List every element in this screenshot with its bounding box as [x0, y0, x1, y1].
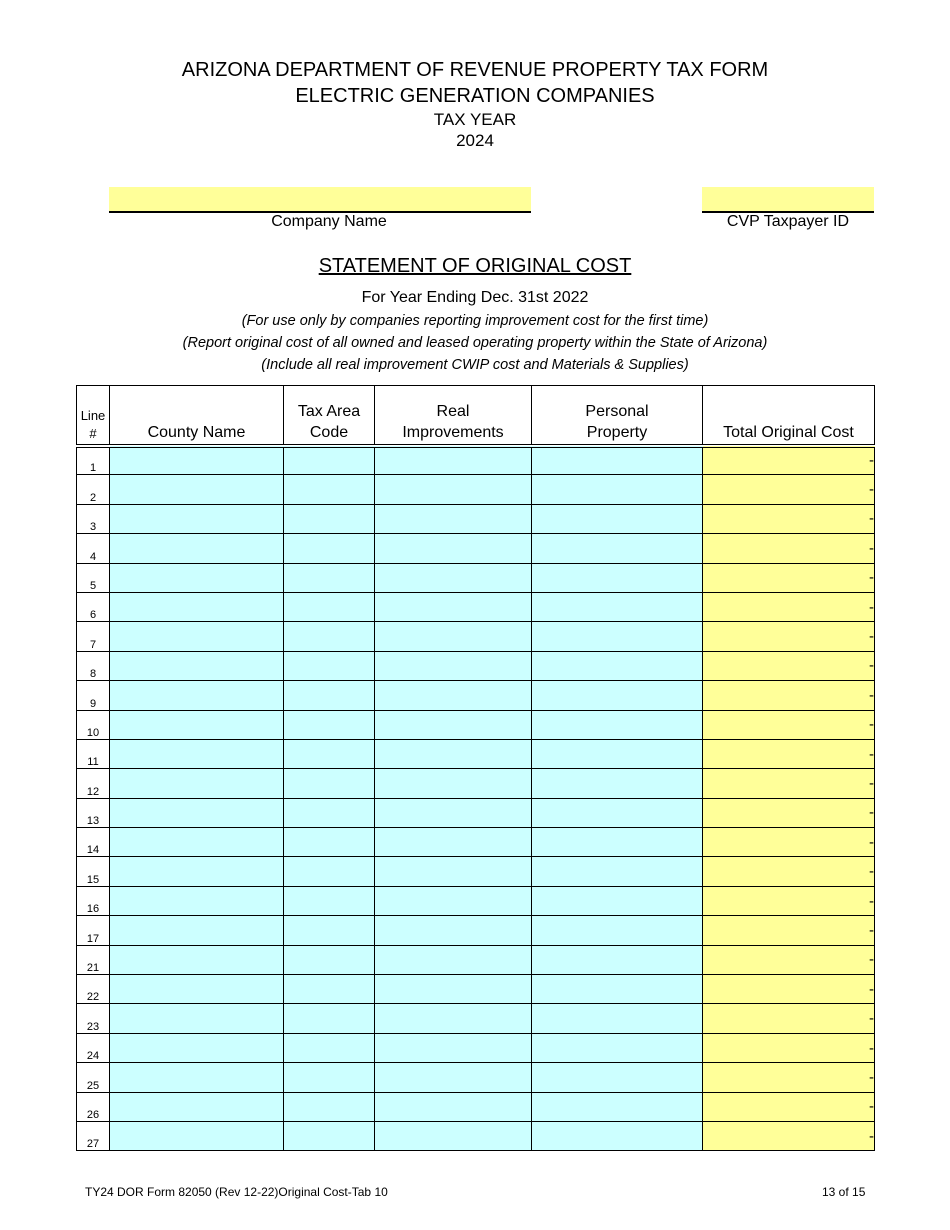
personal-property-cell[interactable]	[532, 916, 703, 945]
real-improvements-cell[interactable]	[375, 710, 532, 739]
total-original-cost-cell: -	[703, 1033, 875, 1062]
col-header-line: Line #	[77, 386, 110, 446]
real-improvements-cell[interactable]	[375, 1033, 532, 1062]
personal-property-cell[interactable]	[532, 446, 703, 475]
real-improvements-cell[interactable]	[375, 1092, 532, 1121]
county-name-cell[interactable]	[110, 828, 284, 857]
county-name-cell[interactable]	[110, 1033, 284, 1062]
table-row	[77, 1004, 875, 1033]
total-original-cost-cell: -	[703, 710, 875, 739]
tax-area-code-cell[interactable]	[284, 1092, 375, 1121]
line-number-cell: 4	[77, 534, 110, 563]
tax-area-code-cell[interactable]	[284, 828, 375, 857]
original-cost-table	[76, 385, 875, 1151]
line-number-cell: 12	[77, 769, 110, 798]
col-header-real-improvements: Real Improvements	[375, 386, 532, 446]
county-name-cell[interactable]	[110, 798, 284, 827]
line-number-cell: 22	[77, 975, 110, 1004]
tax-area-code-cell[interactable]	[284, 1063, 375, 1092]
real-improvements-cell[interactable]	[375, 563, 532, 592]
personal-property-cell[interactable]	[532, 622, 703, 651]
statement-subtitle: For Year Ending Dec. 31st 2022	[361, 289, 589, 306]
line-number-cell: 2	[77, 475, 110, 504]
tax-area-code-cell[interactable]	[284, 798, 375, 827]
form-id-footer: TY24 DOR Form 82050 (Rev 12-22)Original Cost-Tab 10	[85, 1185, 388, 1199]
table-row	[77, 886, 875, 915]
total-original-cost-cell: -	[703, 798, 875, 827]
tax-area-code-cell[interactable]	[284, 622, 375, 651]
line-number-cell: 15	[77, 857, 110, 886]
table-row	[77, 828, 875, 857]
total-original-cost-cell: -	[703, 769, 875, 798]
county-name-cell[interactable]	[110, 475, 284, 504]
line-number-cell: 11	[77, 739, 110, 768]
table-row	[77, 504, 875, 533]
table-row	[77, 945, 875, 974]
total-original-cost-cell: -	[703, 1121, 875, 1150]
table-header-row	[77, 386, 875, 446]
personal-property-cell[interactable]	[532, 798, 703, 827]
real-improvements-cell[interactable]	[375, 534, 532, 563]
table-row	[77, 534, 875, 563]
table-row	[77, 798, 875, 827]
total-original-cost-cell: -	[703, 504, 875, 533]
line-number-cell: 14	[77, 828, 110, 857]
tax-area-code-cell[interactable]	[284, 975, 375, 1004]
total-original-cost-cell: -	[703, 681, 875, 710]
statement-title: STATEMENT OF ORIGINAL COST	[318, 255, 632, 277]
personal-property-cell[interactable]	[532, 563, 703, 592]
county-name-cell[interactable]	[110, 945, 284, 974]
county-name-cell[interactable]	[110, 651, 284, 680]
line-number-cell: 10	[77, 710, 110, 739]
line-number-cell: 8	[77, 651, 110, 680]
county-name-cell[interactable]	[110, 857, 284, 886]
total-original-cost-cell: -	[703, 1063, 875, 1092]
tax-area-code-cell[interactable]	[284, 739, 375, 768]
county-name-cell[interactable]	[110, 769, 284, 798]
personal-property-cell[interactable]	[532, 857, 703, 886]
county-name-cell[interactable]	[110, 592, 284, 621]
page-number: 13 of 15	[822, 1185, 866, 1199]
real-improvements-cell[interactable]	[375, 446, 532, 475]
personal-property-cell[interactable]	[532, 1033, 703, 1062]
line-number-cell: 6	[77, 592, 110, 621]
table-row	[77, 563, 875, 592]
real-improvements-cell[interactable]	[375, 739, 532, 768]
county-name-cell[interactable]	[110, 1004, 284, 1033]
total-original-cost-cell: -	[703, 916, 875, 945]
tax-year-label: TAX YEAR	[433, 110, 517, 129]
table-row	[77, 769, 875, 798]
table-row	[77, 975, 875, 1004]
real-improvements-cell[interactable]	[375, 1004, 532, 1033]
tax-year-value: 2024	[456, 131, 494, 150]
tax-area-code-cell[interactable]	[284, 563, 375, 592]
line-number-cell: 16	[77, 886, 110, 915]
real-improvements-cell[interactable]	[375, 886, 532, 915]
table-row	[77, 446, 875, 475]
total-original-cost-cell: -	[703, 1092, 875, 1121]
personal-property-cell[interactable]	[532, 504, 703, 533]
county-name-cell[interactable]	[110, 739, 284, 768]
personal-property-cell[interactable]	[532, 592, 703, 621]
county-name-cell[interactable]	[110, 446, 284, 475]
total-original-cost-cell: -	[703, 563, 875, 592]
tax-area-code-cell[interactable]	[284, 504, 375, 533]
real-improvements-cell[interactable]	[375, 1121, 532, 1150]
county-name-cell[interactable]	[110, 710, 284, 739]
table-row	[77, 916, 875, 945]
personal-property-cell[interactable]	[532, 681, 703, 710]
personal-property-cell[interactable]	[532, 475, 703, 504]
tax-area-code-cell[interactable]	[284, 945, 375, 974]
total-original-cost-cell: -	[703, 886, 875, 915]
table-row	[77, 651, 875, 680]
personal-property-cell[interactable]	[532, 945, 703, 974]
total-original-cost-cell: -	[703, 945, 875, 974]
tax-area-code-cell[interactable]	[284, 769, 375, 798]
total-original-cost-cell: -	[703, 592, 875, 621]
table-row	[77, 710, 875, 739]
instruction-note-1: (For use only by companies reporting improvement cost for the first time)	[241, 313, 709, 329]
line-number-cell: 23	[77, 1004, 110, 1033]
total-original-cost-cell: -	[703, 622, 875, 651]
col-header-personal-property: Personal Property	[532, 386, 703, 446]
total-original-cost-cell: -	[703, 475, 875, 504]
real-improvements-cell[interactable]	[375, 592, 532, 621]
line-number-cell: 7	[77, 622, 110, 651]
total-original-cost-cell: -	[703, 651, 875, 680]
real-improvements-cell[interactable]	[375, 828, 532, 857]
county-name-cell[interactable]	[110, 975, 284, 1004]
table-row	[77, 739, 875, 768]
county-name-cell[interactable]	[110, 681, 284, 710]
table-row	[77, 857, 875, 886]
personal-property-cell[interactable]	[532, 1004, 703, 1033]
real-improvements-cell[interactable]	[375, 798, 532, 827]
form-subtitle: ELECTRIC GENERATION COMPANIES	[295, 85, 655, 107]
instruction-note-2: (Report original cost of all owned and leased operating property within the State of Arizona)	[182, 335, 768, 351]
line-number-cell: 17	[77, 916, 110, 945]
line-number-cell: 21	[77, 945, 110, 974]
line-number-cell: 25	[77, 1063, 110, 1092]
col-header-total: Total Original Cost	[703, 386, 875, 446]
personal-property-cell[interactable]	[532, 828, 703, 857]
line-number-cell: 26	[77, 1092, 110, 1121]
real-improvements-cell[interactable]	[375, 475, 532, 504]
tax-area-code-cell[interactable]	[284, 592, 375, 621]
real-improvements-cell[interactable]	[375, 975, 532, 1004]
form-title: ARIZONA DEPARTMENT OF REVENUE PROPERTY TAX FORM	[181, 59, 769, 81]
tax-area-code-cell[interactable]	[284, 475, 375, 504]
personal-property-cell[interactable]	[532, 1092, 703, 1121]
table-row	[77, 1092, 875, 1121]
table-row	[77, 592, 875, 621]
real-improvements-cell[interactable]	[375, 681, 532, 710]
line-number-cell: 5	[77, 563, 110, 592]
instruction-note-3: (Include all real improvement CWIP cost and Materials & Supplies)	[261, 357, 689, 373]
total-original-cost-cell: -	[703, 975, 875, 1004]
taxpayer-id-input[interactable]	[702, 187, 874, 213]
personal-property-cell[interactable]	[532, 886, 703, 915]
col-header-tax-area: Tax Area Code	[284, 386, 375, 446]
county-name-cell[interactable]	[110, 534, 284, 563]
tax-area-code-cell[interactable]	[284, 1004, 375, 1033]
total-original-cost-cell: -	[703, 1004, 875, 1033]
personal-property-cell[interactable]	[532, 534, 703, 563]
county-name-cell[interactable]	[110, 886, 284, 915]
personal-property-cell[interactable]	[532, 739, 703, 768]
tax-area-code-cell[interactable]	[284, 534, 375, 563]
county-name-cell[interactable]	[110, 1092, 284, 1121]
line-number-cell: 27	[77, 1121, 110, 1150]
personal-property-cell[interactable]	[532, 975, 703, 1004]
table-row	[77, 1121, 875, 1150]
personal-property-cell[interactable]	[532, 769, 703, 798]
table-row	[77, 1033, 875, 1062]
total-original-cost-cell: -	[703, 534, 875, 563]
table-row	[77, 681, 875, 710]
county-name-cell[interactable]	[110, 504, 284, 533]
tax-area-code-cell[interactable]	[284, 446, 375, 475]
tax-area-code-cell[interactable]	[284, 916, 375, 945]
tax-area-code-cell[interactable]	[284, 1121, 375, 1150]
table-row	[77, 622, 875, 651]
table-row	[77, 1063, 875, 1092]
real-improvements-cell[interactable]	[375, 504, 532, 533]
table-row	[77, 475, 875, 504]
line-number-cell: 9	[77, 681, 110, 710]
tax-area-code-cell[interactable]	[284, 681, 375, 710]
personal-property-cell[interactable]	[532, 1063, 703, 1092]
tax-area-code-cell[interactable]	[284, 710, 375, 739]
real-improvements-cell[interactable]	[375, 769, 532, 798]
line-number-cell: 3	[77, 504, 110, 533]
company-name-input[interactable]	[109, 187, 531, 213]
county-name-cell[interactable]	[110, 1063, 284, 1092]
tax-area-code-cell[interactable]	[284, 886, 375, 915]
real-improvements-cell[interactable]	[375, 651, 532, 680]
company-name-label: Company Name	[271, 213, 387, 230]
county-name-cell[interactable]	[110, 563, 284, 592]
total-original-cost-cell: -	[703, 828, 875, 857]
county-name-cell[interactable]	[110, 916, 284, 945]
taxpayer-id-label: CVP Taxpayer ID	[726, 213, 850, 230]
col-header-county: County Name	[110, 386, 284, 446]
line-number-cell: 13	[77, 798, 110, 827]
tax-area-code-cell[interactable]	[284, 651, 375, 680]
tax-area-code-cell[interactable]	[284, 1033, 375, 1062]
line-number-cell: 1	[77, 446, 110, 475]
tax-area-code-cell[interactable]	[284, 857, 375, 886]
personal-property-cell[interactable]	[532, 710, 703, 739]
real-improvements-cell[interactable]	[375, 1063, 532, 1092]
real-improvements-cell[interactable]	[375, 622, 532, 651]
total-original-cost-cell: -	[703, 446, 875, 475]
personal-property-cell[interactable]	[532, 1121, 703, 1150]
line-number-cell: 24	[77, 1033, 110, 1062]
total-original-cost-cell: -	[703, 857, 875, 886]
real-improvements-cell[interactable]	[375, 945, 532, 974]
personal-property-cell[interactable]	[532, 651, 703, 680]
real-improvements-cell[interactable]	[375, 857, 532, 886]
real-improvements-cell[interactable]	[375, 916, 532, 945]
county-name-cell[interactable]	[110, 1121, 284, 1150]
county-name-cell[interactable]	[110, 622, 284, 651]
total-original-cost-cell: -	[703, 739, 875, 768]
